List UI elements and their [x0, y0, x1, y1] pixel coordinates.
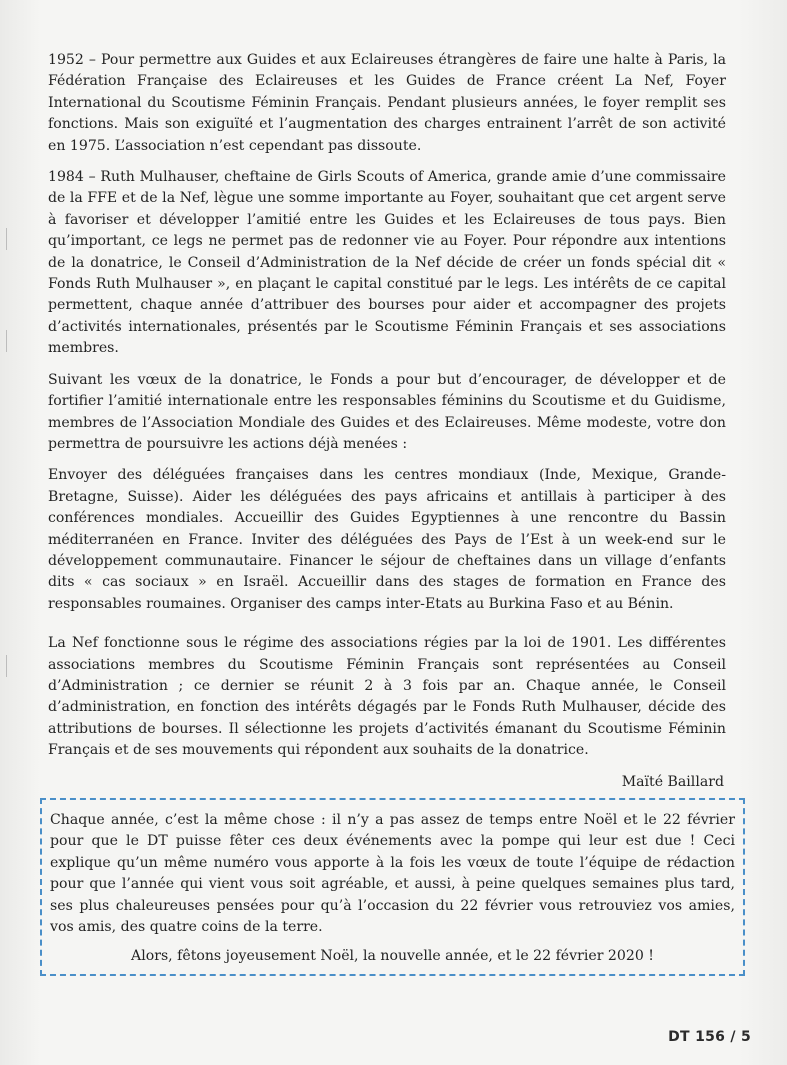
- article-body: [48, 50, 726, 793]
- page-number: DT 156 / 5: [668, 1029, 751, 1045]
- paragraph-la-nef-governance: La Nef fonctionne sous le régime des associations régies par la loi de 1901. Les différentes associations membres du Scoutisme Féminin Français sont représentées au Conseil d’Administration ; ce dernier se réunit 2 à 3 fois par an. Chaque année, le Conseil d’administration, en fonction des intérêts dégagés par le Fonds Ruth Mulhauser, décide des attributions de bourses. Il sélectionne les projets d’activités émanant du Scoutisme Féminin Français et de ses mouvements qui répondent aux souhaits de la donatrice.: [48, 635, 726, 759]
- notice-text: Chaque année, c’est la même chose : il n’y a pas assez de temps entre Noël et le 22 février pour que le DT puisse fêter ces deux événements avec la pompe qui leur est due ! Ceci explique qu’un même numéro vous apporte à la fois les vœux de toute l’équipe de rédaction pour que l’année qui vient vous soit agréable, et aussi, à peine quelques semaines plus tard, ses plus chaleureuses pensées pour qu’à l’occasion du 22 février vous retrouviez vos amies, vos amis, des quatre coins de la terre.: [50, 812, 735, 936]
- paragraph-1952: 1952 – Pour permettre aux Guides et aux Eclaireuses étrangères de faire une halte à Paris, la Fédération Française des Eclaireuses et les Guides de France créent La Nef, Foyer International du Scoutisme Féminin Français. Pendant plusieurs années, le foyer remplit ses fonctions. Mais son exiguïté et l’augmentation des charges entrainent l’arrêt de son activité en 1975. L’association n’est cependant pas dissoute.: [48, 52, 726, 154]
- holiday-notice-box: [40, 798, 745, 976]
- notice-closing: Alors, fêtons joyeusement Noël, la nouvelle année, et le 22 février 2020 !: [131, 948, 654, 965]
- paragraph-1984: 1984 – Ruth Mulhauser, cheftaine de Girls Scouts of America, grande amie d’une commissaire de la FFE et de la Nef, lègue une somme importante au Foyer, souhaitant que cet argent serve à favoriser et développer l’amitié entre les Guides et les Eclaireuses de tous pays. Bien qu’important, ce legs ne permet pas de redonner vie au Foyer. Pour répondre aux intentions de la donatrice, le Conseil d’Administration de la Nef décide de créer un fonds spécial dit « Fonds Ruth Mulhauser », en plaçant le capital constitué par le legs. Les intérêts de ce capital permettent, chaque année d’attribuer des bourses pour aider et accompagner des projets d’activités internationales, présentés par le Scoutisme Féminin Français et ses associations membres.: [48, 169, 726, 357]
- margin-mark: [6, 330, 7, 352]
- paragraph-actions: Envoyer des déléguées françaises dans les centres mondiaux (Inde, Mexique, Grande-Bretagne, Suisse). Aider les déléguées des pays africains et antillais à participer à des conférences mondiales. Accueillir des Guides Egyptiennes à une rencontre du Bassin méditerranéen en France. Inviter des déléguées des Pays de l’Est à un week-end sur le développement communautaire. Financer le séjour de cheftaines dans un village d’enfants dits « cas sociaux » en Israël. Accueillir dans des stages de formation en France des responsables roumaines. Organiser des camps inter-Etats au Burkina Faso et au Bénin.: [48, 467, 726, 612]
- margin-mark: [6, 655, 7, 677]
- author-signature: Maïté Baillard: [621, 773, 724, 790]
- margin-mark: [6, 228, 7, 250]
- paragraph-donor-wishes: Suivant les vœux de la donatrice, le Fonds a pour but d’encourager, de développer et de fortifier l’amitié internationale entre les responsables féminins du Scoutisme et du Guidisme, membres de l’Association Mondiale des Guides et des Eclaireuses. Même modeste, votre don permettra de poursuivre les actions déjà menées :: [48, 371, 726, 452]
